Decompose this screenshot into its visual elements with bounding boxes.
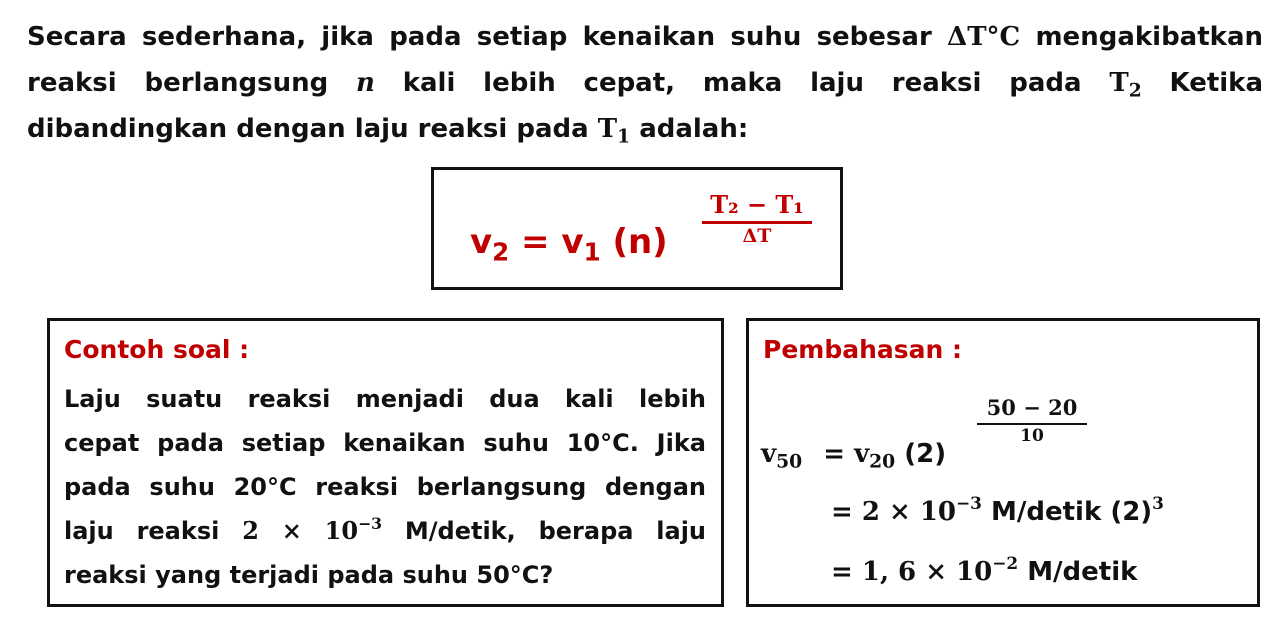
v20-sub: 20: [869, 450, 896, 473]
problem-text: laju reaksi: [64, 517, 220, 545]
intro-line-1: [27, 14, 1263, 60]
exponent-denominator: 10: [1020, 426, 1044, 446]
solution-step-1-exponent: [977, 396, 1087, 447]
t-letter: T: [1109, 68, 1129, 98]
intro-text: reaksi berlangsung: [27, 68, 329, 98]
problem-line: [64, 509, 706, 553]
n-symbol: n: [356, 68, 375, 98]
intro-text: dibandingkan dengan laju reaksi pada: [27, 114, 589, 144]
rate-mantissa: 2 × 10: [242, 516, 359, 545]
rate-exponent: −3: [956, 493, 982, 514]
t-subscript: 2: [1128, 79, 1142, 102]
base-two: (2): [1110, 497, 1153, 527]
t-letter: T: [597, 114, 618, 144]
exponent-numerator: T₂ − T₁: [702, 192, 812, 224]
equals-sign: =: [831, 557, 853, 587]
intro-text: Secara sederhana, jika pada setiap kenaikan suhu sebesar: [27, 22, 932, 52]
problem-line: pada suhu 20°C reaksi berlangsung dengan: [64, 473, 706, 501]
base-two: (2): [904, 439, 947, 469]
result-mantissa: 1, 6 × 10: [861, 557, 993, 587]
example-title: Contoh soal :: [64, 335, 250, 364]
problem-text: M/detik, berapa laju: [404, 517, 707, 545]
problem-line: reaksi yang terjadi pada suhu 50°C?: [64, 561, 554, 589]
v20-symbol: v: [854, 439, 870, 469]
intro-line-2: [27, 60, 1263, 106]
solution-step-3: [831, 553, 1138, 587]
formula-v2: v: [470, 222, 493, 262]
formula-base: (n): [612, 222, 668, 262]
rate-mantissa: 2 × 10: [861, 497, 957, 527]
unit-label: M/detik: [1027, 557, 1138, 587]
equals-sign: =: [823, 439, 845, 469]
solution-title: Pembahasan :: [763, 335, 963, 364]
intro-text: mengakibatkan: [1035, 22, 1263, 52]
result-exponent: −2: [992, 553, 1019, 574]
problem-rate-value: [242, 513, 383, 545]
solution-step-1: [761, 439, 947, 473]
solution-step-2: [831, 493, 1164, 527]
v50-symbol: v: [761, 439, 777, 469]
example-problem: [64, 377, 706, 597]
rate-formula: [470, 222, 668, 267]
equals-sign: =: [831, 497, 853, 527]
exponent-denominator: ΔT: [742, 225, 772, 247]
intro-paragraph: [27, 14, 1263, 152]
exponent-numerator: 50 − 20: [977, 396, 1087, 425]
unit-label: M/detik: [991, 497, 1102, 527]
v50-sub: 50: [776, 450, 803, 473]
rate-exponent: −3: [358, 513, 383, 533]
intro-text: Ketika: [1169, 68, 1264, 98]
solution-box: [746, 318, 1260, 607]
example-box: [47, 318, 724, 607]
formula-v1-sub: 1: [583, 237, 601, 267]
t-subscript: 1: [617, 125, 631, 148]
power-three: 3: [1152, 493, 1164, 514]
t2-symbol: [1109, 68, 1142, 102]
formula-v2-sub: 2: [492, 237, 510, 267]
problem-line: cepat pada setiap kenaikan suhu 10°C. Jika: [64, 429, 706, 457]
t1-symbol: [597, 114, 631, 148]
intro-line-3: [27, 106, 1263, 152]
problem-line: Laju suatu reaksi menjadi dua kali lebih: [64, 385, 706, 413]
formula-exponent: [702, 192, 812, 248]
delta-t-symbol: ΔT°C: [947, 22, 1021, 52]
formula-equals: =: [521, 222, 550, 262]
intro-text: adalah:: [639, 114, 749, 144]
formula-v1: v: [561, 222, 584, 262]
formula-box: [431, 167, 843, 290]
intro-text: kali lebih cepat, maka laju reaksi pada: [402, 68, 1082, 98]
